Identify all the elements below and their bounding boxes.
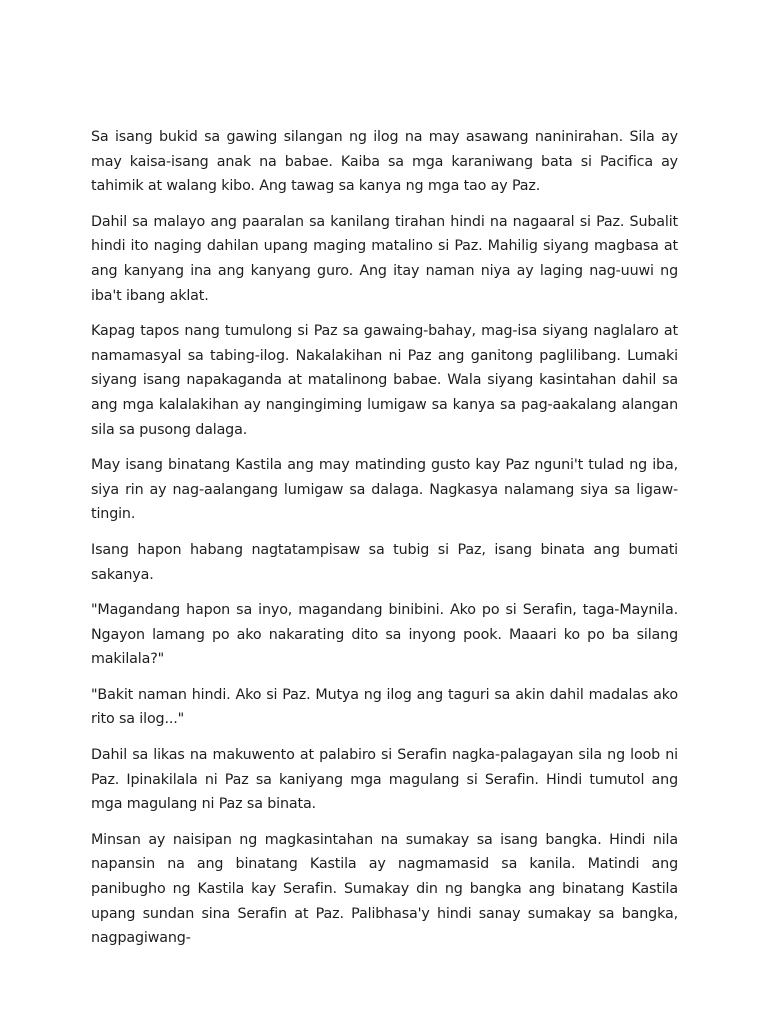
document-body	[91, 125, 678, 962]
paragraph-4: May isang binatang Kastila ang may matinding gusto kay Paz nguni't tulad ng iba, siya rin ay nag-aalangang lumigaw sa dalaga. Nagkasya nalamang siya sa ligaw-tingin.	[91, 457, 678, 523]
paragraph-9: Minsan ay naisipan ng magkasintahan na sumakay sa isang bangka. Hindi nila napansin na ang binatang Kastila ay nagmamasid sa kanila. Matindi ang panibugho ng Kastila kay Serafin. Sumakay din ng bangka ang binatang Kastila upang sundan sina Serafin at Paz. Palibhasa'y hindi sanay sumakay sa bangka, nagpagiwang-	[91, 831, 678, 947]
paragraph-7: "Bakit naman hindi. Ako si Paz. Mutya ng ilog ang taguri sa akin dahil madalas ako rito sa ilog..."	[91, 686, 678, 728]
paragraph-2: Dahil sa malayo ang paaralan sa kanilang tirahan hindi na nagaaral si Paz. Subalit hindi ito naging dahilan upang maging matalino si Paz. Mahilig siyang magbasa at ang kanyang ina ang kanyang guro. Ang itay naman niya ay laging nag-uuwi ng iba't ibang aklat.	[91, 213, 678, 304]
paragraph-5: Isang hapon habang nagtatampisaw sa tubig si Paz, isang binata ang bumati sakanya.	[91, 541, 678, 583]
paragraph-1: Sa isang bukid sa gawing silangan ng ilog na may asawang naninirahan. Sila ay may kaisa-isang anak na babae. Kaiba sa mga karaniwang bata si Pacifica ay tahimik at walang kibo. Ang tawag sa kanya ng mga tao ay Paz.	[91, 129, 678, 195]
paragraph-8: Dahil sa likas na makuwento at palabiro si Serafin nagka-palagayan sila ng loob ni Paz. Ipinakilala ni Paz sa kaniyang mga magulang si Serafin. Hindi tumutol ang mga magulang ni Paz sa binata.	[91, 747, 678, 813]
paragraph-6: "Magandang hapon sa inyo, magandang binibini. Ako po si Serafin, taga-Maynila. Ngayon lamang po ako nakarating dito sa inyong pook. Maaari ko po ba silang makilala?"	[91, 602, 678, 668]
paragraph-3: Kapag tapos nang tumulong si Paz sa gawaing-bahay, mag-isa siyang naglalaro at namamasyal sa tabing-ilog. Nakalakihan ni Paz ang ganitong paglilibang. Lumaki siyang isang napakaganda at matalinong babae. Wala siyang kasintahan dahil sa ang mga kalalakihan ay nangingiming lumigaw sa kanya sa pag-aakalang alangan sila sa pusong dalaga.	[91, 323, 678, 438]
